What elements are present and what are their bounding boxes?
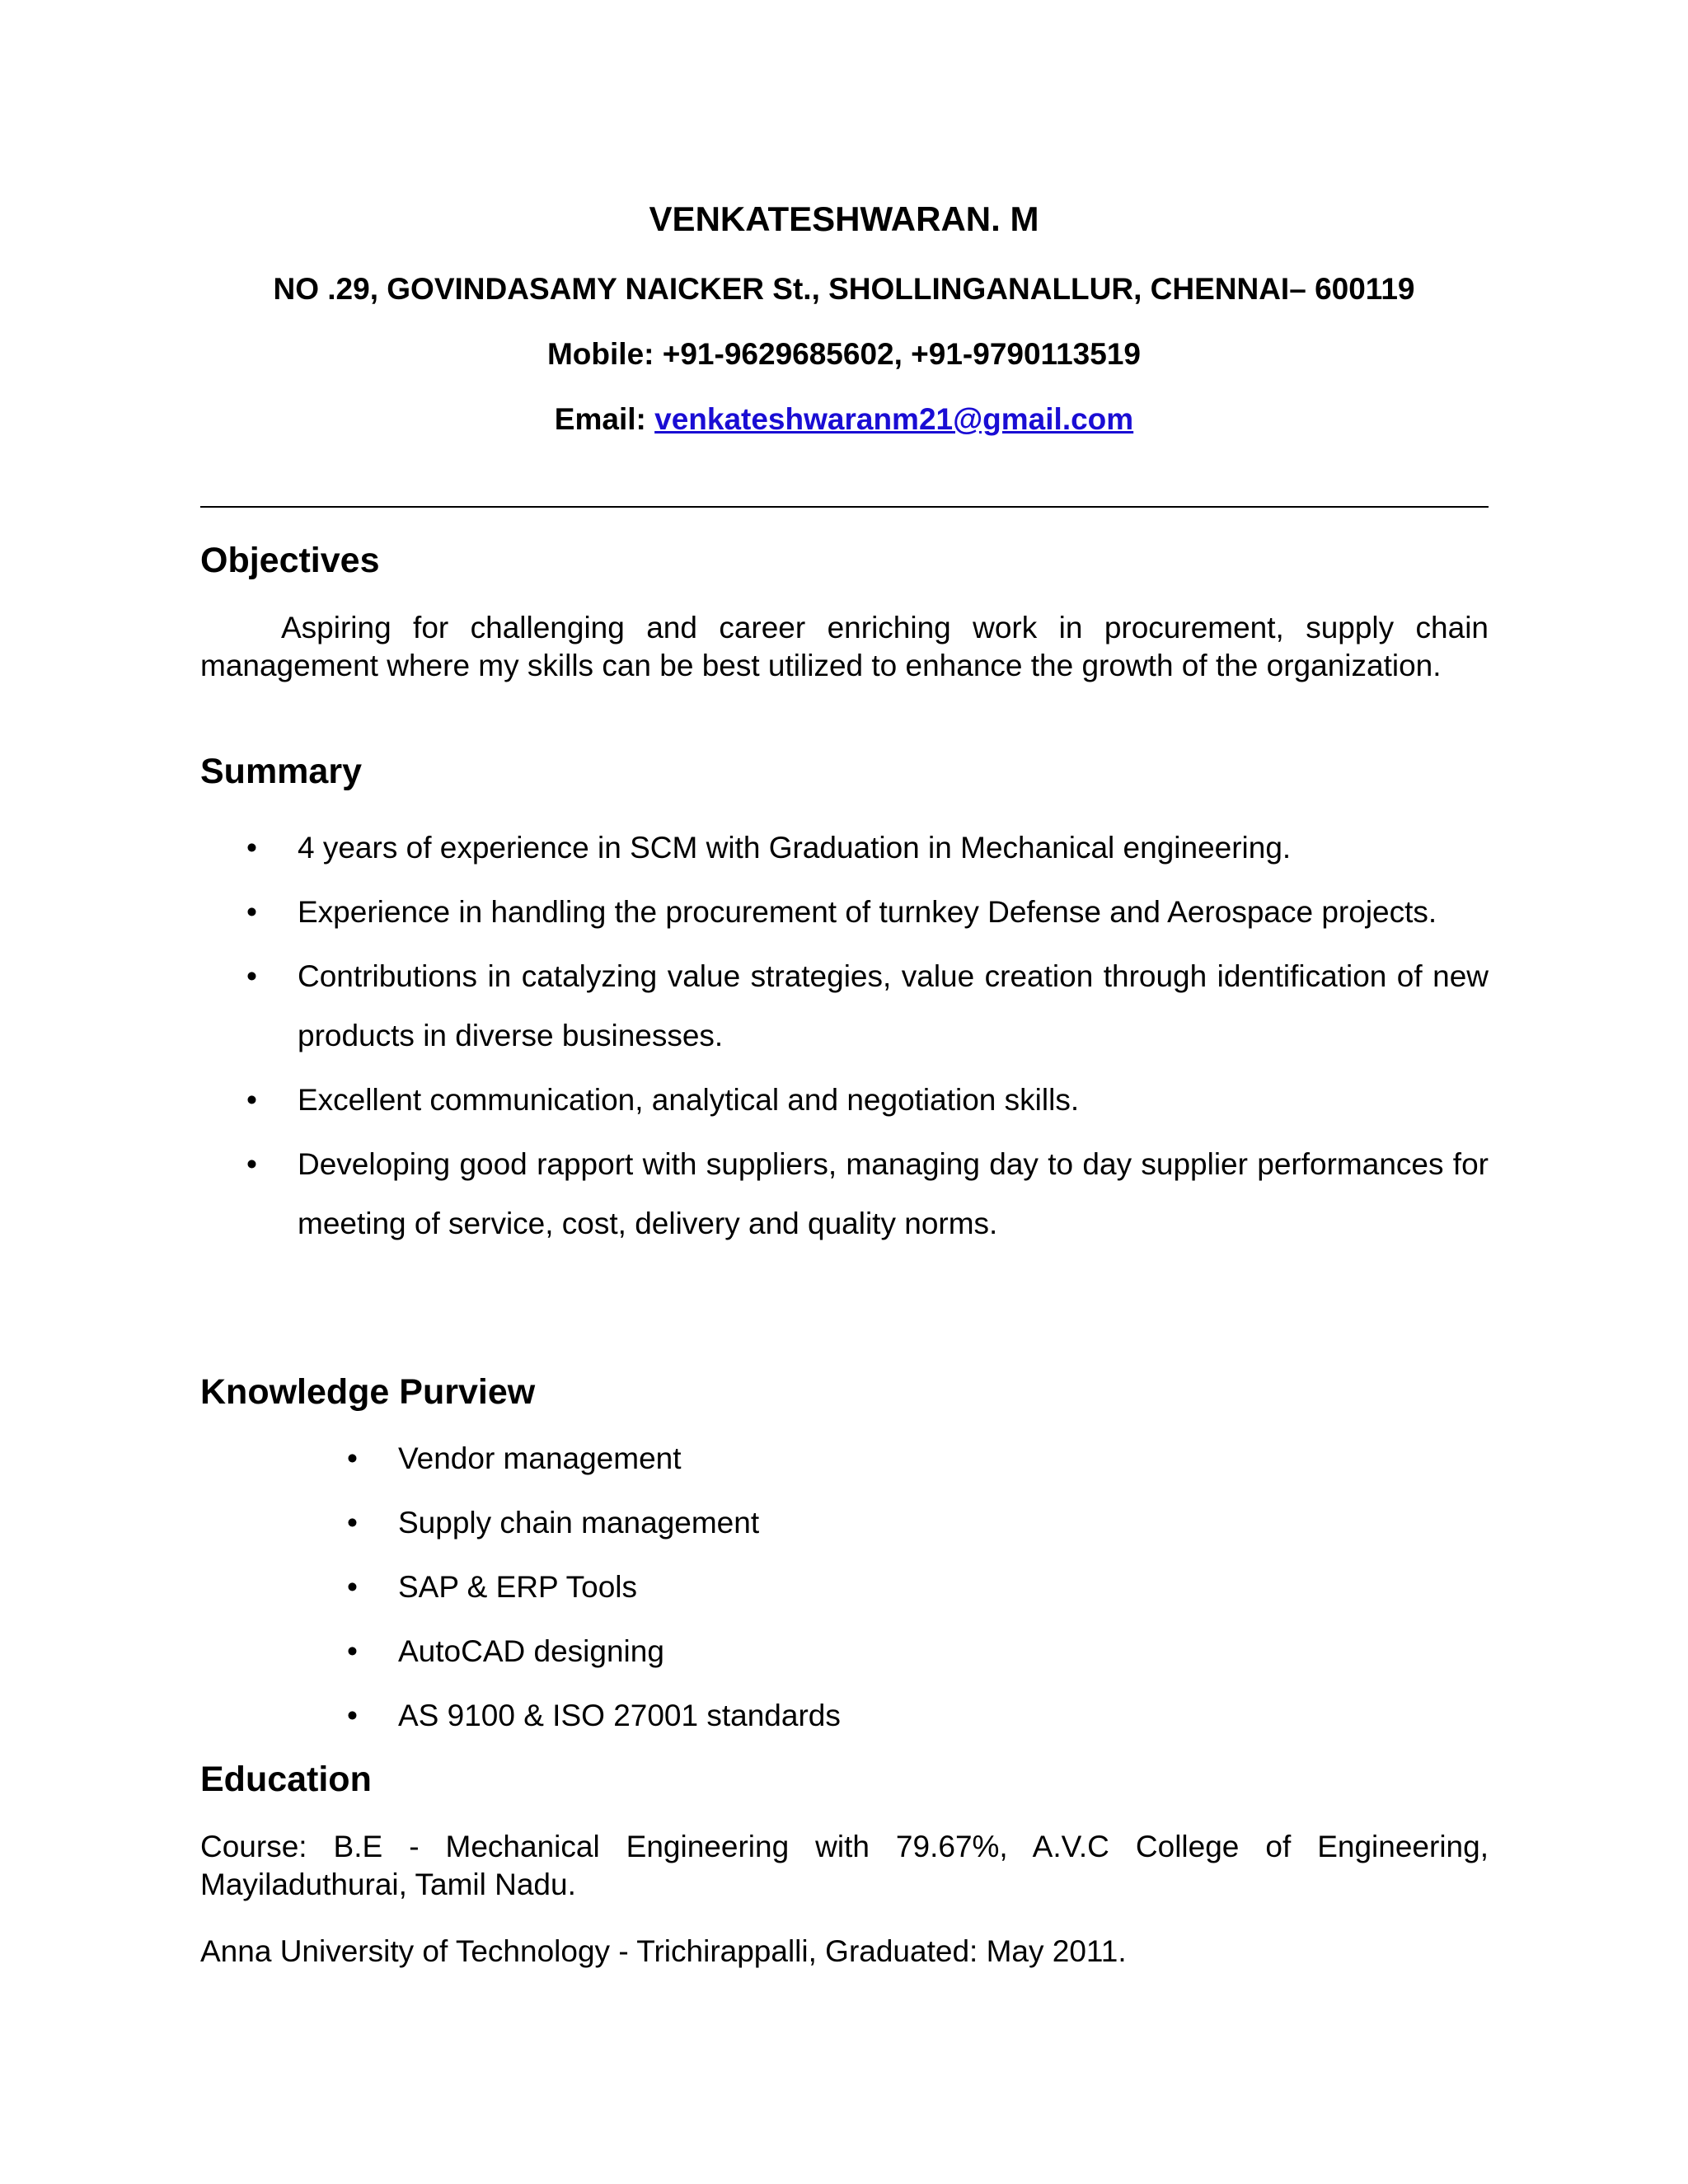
candidate-name: VENKATESHWARAN. M — [649, 199, 1039, 238]
objectives-heading: Objectives — [200, 541, 380, 580]
bullet-icon: • — [347, 1570, 358, 1604]
list-item — [246, 883, 1489, 942]
list-item — [347, 1427, 1387, 1491]
bullet-icon: • — [246, 959, 257, 993]
objectives-text: Aspiring for challenging and career enriching work in procurement, supply chain management where my skills can be best utilized to enhance the growth of the organization. — [200, 611, 1489, 682]
address: NO .29, GOVINDASAMY NAICKER St., SHOLLINGANALLUR, CHENNAI– 600119 — [273, 272, 1415, 306]
summary-list — [246, 818, 1489, 1258]
list-item — [347, 1619, 1387, 1684]
list-item — [347, 1491, 1387, 1555]
knowledge-item-text: SAP & ERP Tools — [398, 1570, 638, 1604]
bullet-icon: • — [246, 1083, 257, 1117]
bullet-icon: • — [246, 895, 257, 929]
education-university: Anna University of Technology - Trichirappalli, Graduated: May 2011. — [200, 1934, 1127, 1968]
list-item — [246, 1071, 1489, 1130]
knowledge-list — [347, 1427, 1387, 1748]
list-item — [347, 1684, 1387, 1748]
mobile-numbers: Mobile: +91-9629685602, +91-9790113519 — [546, 337, 1141, 371]
bullet-icon: • — [347, 1441, 358, 1475]
bullet-icon: • — [347, 1699, 358, 1732]
list-item — [246, 1135, 1489, 1254]
knowledge-heading: Knowledge Purview — [200, 1372, 536, 1412]
bullet-icon: • — [347, 1634, 358, 1668]
summary-item-text: Excellent communication, analytical and negotiation skills. — [298, 1083, 1080, 1117]
knowledge-item-text: Supply chain management — [398, 1506, 760, 1540]
summary-heading: Summary — [200, 752, 362, 791]
education-heading: Education — [200, 1760, 372, 1799]
list-item — [246, 947, 1489, 1066]
list-item — [246, 818, 1489, 878]
knowledge-item-text: AS 9100 & ISO 27001 standards — [398, 1699, 841, 1732]
list-item — [347, 1555, 1387, 1619]
summary-item-text: Developing good rapport with suppliers, managing day to day supplier performances for meeting of service, cost, delivery and quality norms. — [298, 1147, 1489, 1240]
summary-item-text: 4 years of experience in SCM with Graduation in Mechanical engineering. — [298, 831, 1292, 865]
summary-item-text: Contributions in catalyzing value strategies, value creation through identification of new products in diverse businesses. — [298, 959, 1489, 1052]
email-label: Email: — [554, 402, 646, 436]
bullet-icon: • — [347, 1506, 358, 1540]
bullet-icon: • — [246, 831, 257, 865]
knowledge-item-text: Vendor management — [398, 1441, 682, 1475]
education-course: Course: B.E - Mechanical Engineering with 79.67%, A.V.C College of Engineering, Mayiladuthurai, Tamil Nadu. — [200, 1830, 1489, 1901]
email-link[interactable]: venkateshwaranm21@gmail.com — [654, 402, 1134, 436]
summary-item-text: Experience in handling the procurement of turnkey Defense and Aerospace projects. — [298, 895, 1437, 929]
header-divider — [200, 506, 1489, 508]
email-line — [0, 401, 1688, 438]
knowledge-item-text: AutoCAD designing — [398, 1634, 664, 1668]
bullet-icon: • — [246, 1147, 257, 1181]
